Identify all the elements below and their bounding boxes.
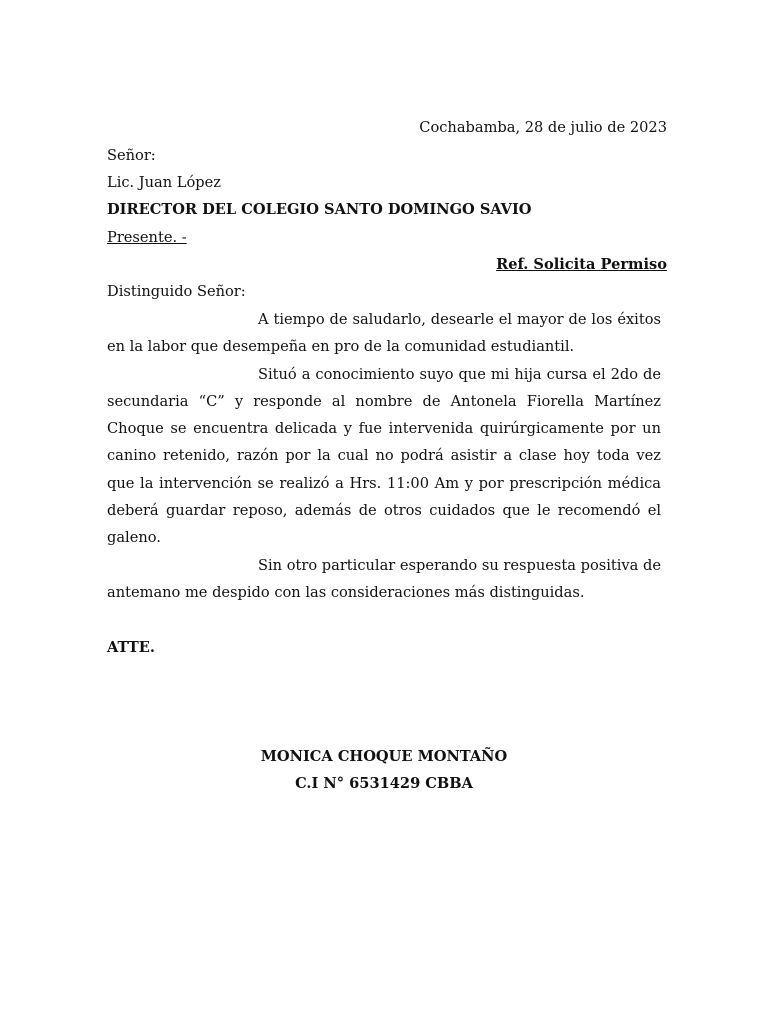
- body-paragraph-2: Situó a conocimiento suyo que mi hija cursa el 2do de secundaria “C” y responde al nombre de Antonela Fiorella Martínez Choque se encuentra delicada y fue intervenida quirúrgicamente por un canino retenido, razón por la cual no podrá asistir a clase hoy toda vez que la intervención se realizó a Hrs. 11:00 Am y por prescripción médica deberá guardar reposo, además de otros cuidados que le recomendó el galeno.: [107, 365, 661, 547]
- signer-name: MONICA CHOQUE MONTAÑO: [260, 748, 508, 765]
- letter-body: [107, 306, 661, 606]
- recipient-title: DIRECTOR DEL COLEGIO SANTO DOMINGO SAVIO: [107, 201, 532, 218]
- body-paragraph-1: A tiempo de saludarlo, desearle el mayor de los éxitos en la labor que desempeña en pro de la comunidad estudiantil.: [107, 311, 661, 356]
- recipient-name: Lic. Juan López: [107, 174, 221, 191]
- signer-id: C.I N° 6531429 CBBA: [295, 775, 473, 792]
- reference-line: Ref. Solicita Permiso: [496, 256, 667, 273]
- presente-label: Presente. -: [107, 229, 187, 246]
- date-line: Cochabamba, 28 de julio de 2023: [419, 119, 667, 136]
- body-paragraph-3: Sin otro particular esperando su respuesta positiva de antemano me despido con las consideraciones más distinguidas.: [107, 556, 661, 601]
- salutation-to: Señor:: [107, 147, 156, 164]
- greeting: Distinguido Señor:: [107, 283, 246, 300]
- closing: ATTE.: [107, 639, 155, 656]
